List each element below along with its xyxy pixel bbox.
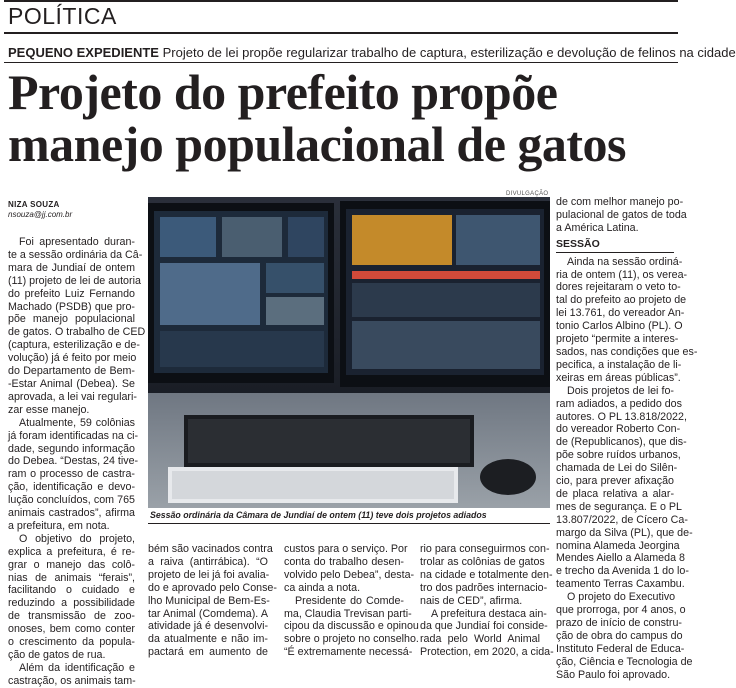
- kicker-text: Projeto de lei propõe regularizar trabalho de captura, esterilização e devolução de felinos na cidade: [162, 45, 736, 60]
- headline: [8, 66, 678, 170]
- article-line: ção de gatos de rua.: [8, 649, 106, 661]
- article-line: lução concluídos, com 765: [8, 494, 135, 507]
- article-line: Atualmente, 59 colônias: [19, 416, 135, 429]
- article-line: teamento Terras Caxambu.: [556, 578, 685, 591]
- article-line: Ainda na sessão ordiná-: [567, 255, 683, 268]
- article-line: projeto “permite a interes-: [556, 333, 679, 346]
- kicker: [8, 45, 736, 61]
- article-line: de placa relativa a alar-: [556, 487, 674, 500]
- article-line: Presidente do Comde-: [295, 594, 404, 607]
- article-column-3: [284, 543, 419, 659]
- article-line: O objetivo do projeto,: [19, 532, 135, 545]
- article-line: A prefeitura destaca ain-: [431, 607, 547, 620]
- article-line: mara de Jundiaí de ontem: [8, 261, 135, 274]
- article-line: atividade já é desenvolvi-: [148, 620, 269, 633]
- article-line: projeto de lei já foi avalia-: [148, 568, 270, 581]
- article-line: volução) já é feito por meio: [8, 352, 137, 365]
- article-column-5: [556, 196, 698, 682]
- headline-line-1: Projeto do prefeito propõe: [8, 64, 558, 120]
- subhead-sessao: SESSÃO: [556, 238, 674, 253]
- article-line: -Estar Animal (Debea). Se: [8, 377, 135, 390]
- article-line: já foram identificadas na ci-: [8, 429, 139, 442]
- article-line: xeiras em áreas públicas”.: [556, 371, 681, 384]
- article-line: (11) projeto de lei de autoria: [8, 274, 141, 287]
- article-line: lho Municipal de Bem-Es-: [148, 594, 270, 607]
- article-line: te a sessão ordinária da Câ-: [8, 248, 143, 261]
- article-line: e trecho da Avenida 1 do lo-: [556, 565, 689, 578]
- photo-credit: DIVULGAÇÃO: [506, 191, 549, 197]
- article-line: a prefeitura, em nota.: [8, 519, 110, 532]
- article-line: reduzindo a possibilidade: [8, 597, 135, 610]
- article-line: (captura, esterilização e de-: [8, 339, 140, 352]
- article-line: ram adiados, a pedido dos: [556, 397, 682, 410]
- article-line: o crescimento da popula-: [8, 636, 135, 649]
- article-line: 13.807/2022, de Cícero Ca-: [556, 513, 688, 526]
- article-line: trolar as colônias de gatos: [420, 555, 545, 568]
- article-line: Além da identificação e: [19, 661, 135, 674]
- article-line: facilitando o cuidado e: [8, 584, 135, 597]
- article-line: tonio Carlos Albino (PL). O: [556, 320, 683, 333]
- article-line: aprovada, a lei vai regulari-: [8, 390, 137, 403]
- photo: [148, 197, 550, 508]
- article-line: custos para o serviço. Por: [284, 543, 408, 555]
- byline-email: nsouza@jj.com.br: [8, 210, 73, 219]
- article-line: Dois projetos de lei fo-: [567, 384, 674, 397]
- article-line: de transmissão de zoo-: [8, 610, 135, 623]
- article-line: do e aprovado pelo Conse-: [148, 581, 277, 594]
- article-line: autores. O PL 13.818/2022,: [556, 410, 687, 423]
- article-line: Instituto Federal de Educa-: [556, 642, 685, 655]
- article-line: ram o processo de castra-: [8, 468, 135, 481]
- article-line: Mendes Aiello a Alameda 8: [556, 552, 685, 565]
- photo-illustration-icon: [148, 197, 550, 508]
- article-line: rio para conseguirmos con-: [420, 543, 550, 555]
- kicker-label: PEQUENO EXPEDIENTE: [8, 45, 159, 60]
- article-line: de (Republicanos), que dis-: [556, 436, 687, 449]
- article-line: pulacional de gatos de toda: [556, 208, 687, 221]
- article-line: “É extremamente necessá-: [284, 646, 413, 659]
- article-line: tal do prefeito ao projeto de: [556, 294, 687, 307]
- article-line: conta do trabalho desen-: [284, 555, 404, 568]
- article-line: rada pelo World Animal: [420, 633, 540, 646]
- caption-rule: [148, 523, 550, 524]
- section-bottom-rule: [4, 32, 678, 34]
- article-line: de gatos. O trabalho de CED: [8, 326, 146, 339]
- article-line: ção, identificação e devo-: [8, 481, 135, 494]
- section-label: POLÍTICA: [8, 3, 117, 29]
- article-line: O projeto do Executivo: [567, 591, 676, 604]
- article-line: Protection, em 2020, a cida-: [420, 646, 554, 659]
- article-line: São Paulo foi aprovado.: [556, 668, 671, 681]
- article-line: põe manejo populacional: [8, 313, 135, 326]
- article-line: zar esse manejo.: [8, 403, 90, 416]
- article-line: nomina Alameda Jeorgina: [556, 539, 680, 552]
- byline-name: NIZA SOUZA: [8, 200, 60, 209]
- kicker-rule: [4, 62, 678, 63]
- article-line: tar Animal (Comdema). A: [148, 607, 268, 620]
- article-line: de com melhor manejo po-: [556, 196, 684, 208]
- article-line: da que Jundiaí foi conside-: [420, 620, 548, 633]
- article-line: ria de ontem (11), os verea-: [556, 268, 688, 281]
- article-line: pecifica, a instalação de li-: [556, 358, 682, 371]
- article-line: Machado (PSDB) que pro-: [8, 300, 135, 313]
- article-line: chamada de Lei do Silên-: [556, 462, 678, 475]
- article-line: Foi apresentado duran-: [19, 236, 135, 248]
- article-line: onoses, bem como conter: [8, 623, 135, 636]
- article-line: pactará em aumento de: [148, 646, 268, 659]
- article-line: nais de CED”, afirma.: [420, 594, 523, 607]
- article-line: volvido pelo Debea”, desta-: [284, 568, 415, 581]
- article-line: tro dos padrões internacio-: [420, 581, 548, 594]
- photo-caption: Sessão ordinária da Câmara de Jundiaí de ontem (11) teve dois projetos adiados: [150, 510, 487, 520]
- article-line: prazo de início de constru-: [556, 617, 682, 629]
- article-line: põe sobre ruídos urbanos,: [556, 449, 681, 462]
- article-line: dade, segundo informação: [8, 442, 135, 455]
- article-line: sobre o projeto no conselho.: [284, 633, 419, 646]
- article-line: grar o manejo das colô-: [8, 558, 135, 571]
- article-line: dores rejeitaram o veto to-: [556, 281, 681, 294]
- article-column-4: [420, 543, 554, 659]
- article-line: ca ainda a nota.: [284, 581, 361, 594]
- article-line: da atualmente e não im-: [148, 633, 268, 646]
- article-line: do Departamento de Bem-: [8, 365, 135, 378]
- article-line: na cidade e totalmente den-: [420, 568, 553, 581]
- article-line: mes de segurança. E o PL: [556, 500, 682, 513]
- article-line: ção de obra do campus do: [556, 629, 683, 642]
- article-line: ção, Ciência e Tecnologia de: [556, 655, 693, 668]
- article-line: a raiva (antirrábica). “O: [148, 555, 268, 568]
- article-line: cipou da discussão e opinou: [284, 620, 419, 633]
- article-line: margo da Silva (PL), que de-: [556, 526, 693, 539]
- article-line: que prorroga, por 4 anos, o: [556, 604, 686, 617]
- article-line: a América Latina.: [556, 221, 639, 234]
- article-line: ma, Claudia Trevisan parti-: [284, 607, 412, 620]
- article-line: nias de animais “ferais”,: [8, 571, 135, 584]
- article-line: do vereador Roberto Con-: [556, 423, 681, 436]
- article-line: animais castrados”, afirma: [8, 507, 135, 520]
- article-line: do Debea. “Destas, 24 tive-: [8, 455, 139, 468]
- article-line: do prefeito Luiz Fernando: [8, 287, 135, 300]
- article-column-1: [8, 236, 146, 688]
- article-line: bém são vacinados contra: [148, 543, 273, 555]
- article-line: sados, nas condições que es-: [556, 345, 698, 358]
- headline-line-2: manejo populacional de gatos: [8, 116, 627, 172]
- article-line: explica a prefeitura, é re-: [8, 545, 135, 558]
- article-line: cio, para prever afixação: [556, 475, 674, 488]
- article-column-2: [148, 543, 277, 659]
- article-line: castração, os animais tam-: [8, 674, 136, 687]
- article-line: lei 13.761, do vereador An-: [556, 307, 685, 320]
